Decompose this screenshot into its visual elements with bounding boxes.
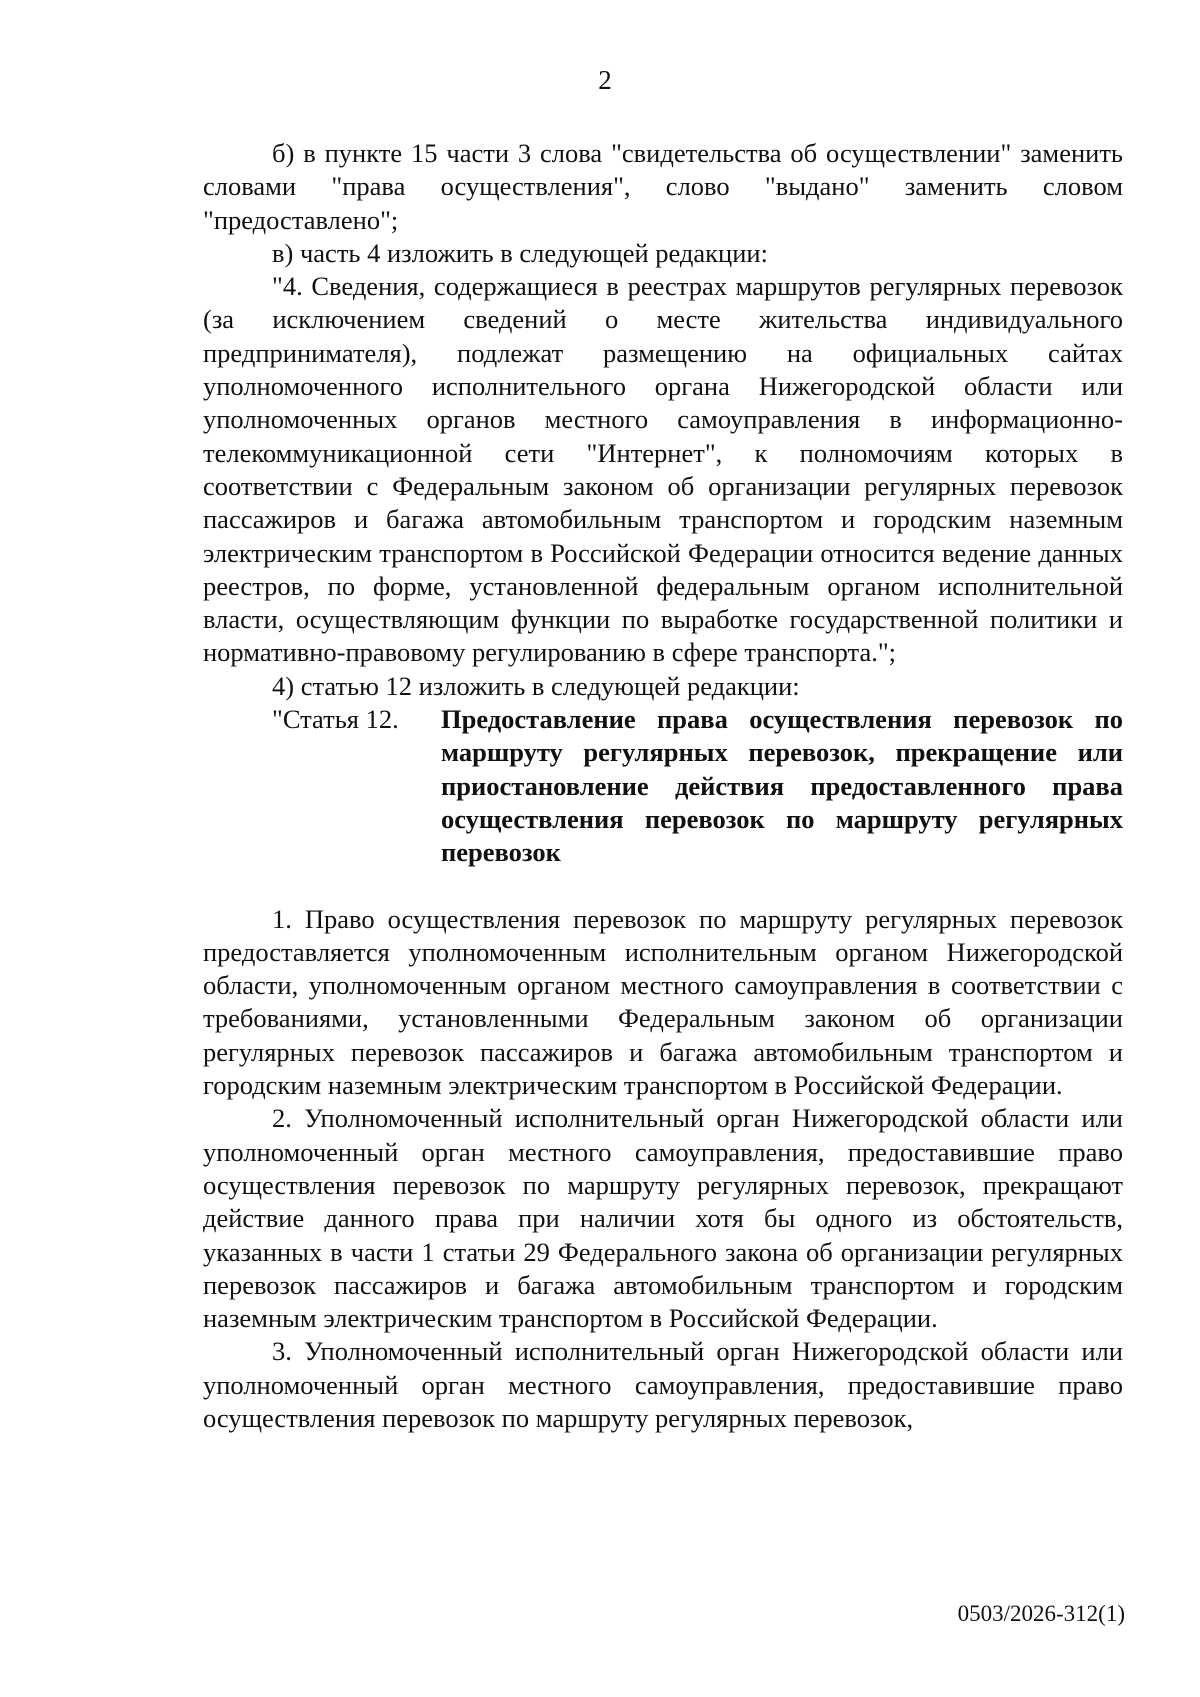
document-body (203, 137, 1123, 1435)
clause-1: 1. Право осуществления перевозок по маршруту регулярных перевозок предоставляется уполномоченным исполнительным органом Нижегородской области, уполномоченным органом местного самоуправления в соответствии с требованиями, установленными Федеральным законом об организации регулярных перевозок пассажиров и багажа автомобильным транспортом и городским наземным электрическим транспортом в Российской Федерации. (203, 903, 1123, 1101)
paragraph-item-4: 4) статью 12 изложить в следующей редакции: (272, 670, 800, 701)
article-heading (203, 703, 1123, 869)
paragraph-part-4: "4. Сведения, содержащиеся в реестрах маршрутов регулярных перевозок (за исключением сведений о месте жительства индивидуального предпринимателя), подлежат размещению на официальных сайтах уполномоченного исполнительного органа Нижегородской области или уполномоченных органов местного самоуправления в информационно-телекоммуникационной сети "Интернет", к полномочиям которых в соответствии с Федеральным законом об организации регулярных перевозок пассажиров и багажа автомобильным транспортом и городским наземным электрическим транспортом в Российской Федерации относится ведение данных реестров, по форме, установленной федеральным органом исполнительной власти, осуществляющим функции по выработке государственной политики и нормативно-правовому регулированию в сфере транспорта."; (203, 271, 1123, 668)
paragraph-v: в) часть 4 изложить в следующей редакции: (272, 237, 768, 268)
spacer (203, 870, 1123, 903)
article-label: "Статья 12. (272, 704, 399, 735)
clause-3: 3. Уполномоченный исполнительный орган Нижегородской области или уполномоченный орган местного самоуправления, предоставившие право осуществления перевозок по маршруту регулярных перевозок, (203, 1336, 1123, 1433)
document-code: 0503/2026-312(1) (957, 1601, 1125, 1626)
paragraph-b: б) в пункте 15 части 3 слова "свидетельства об осуществлении" заменить словами "права осуществления", слово "выдано" заменить словом "предоставлено"; (203, 138, 1123, 235)
article-title: Предоставление права осуществления перевозок по маршруту регулярных перевозок, прекращение или приостановление действия предоставленного права осуществления перевозок по маршруту регулярных перевозок (441, 704, 1123, 868)
page-number: 2 (598, 65, 612, 95)
clause-2: 2. Уполномоченный исполнительный орган Нижегородской области или уполномоченный орган местного самоуправления, предоставившие право осуществления перевозок по маршруту регулярных перевозок, прекращают действие данного права при наличии хотя бы одного из обстоятельств, указанных в части 1 статьи 29 Федерального закона об организации регулярных перевозок пассажиров и багажа автомобильным транспортом и городским наземным электрическим транспортом в Российской Федерации. (203, 1103, 1123, 1334)
